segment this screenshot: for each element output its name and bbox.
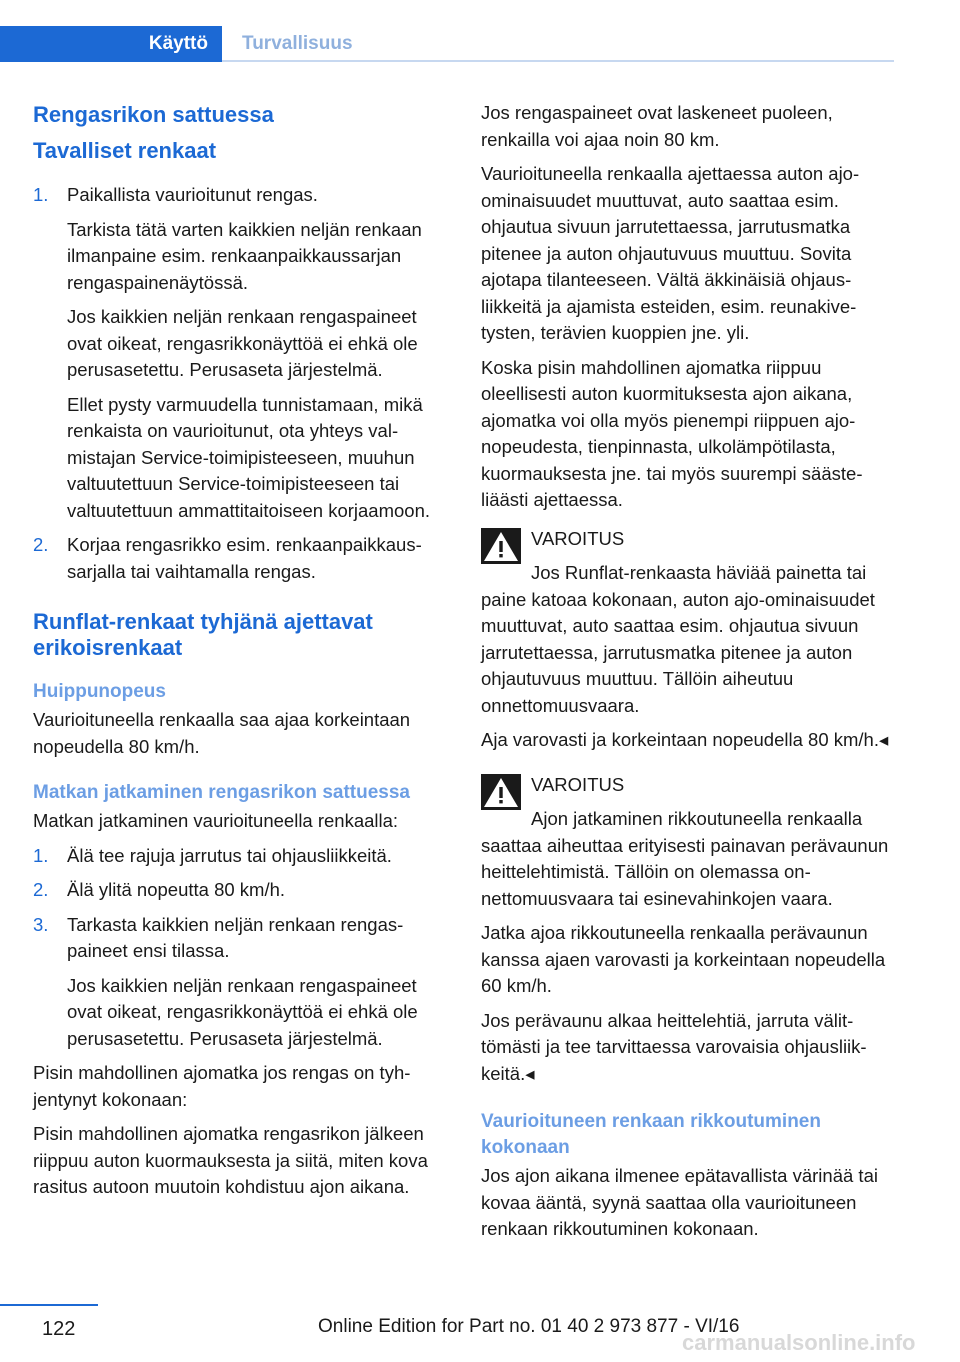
step-number: 1. xyxy=(33,184,49,205)
page-number: 122 xyxy=(42,1318,76,1340)
list-item xyxy=(33,877,448,904)
total-failure-text: Jos ajon aikana ilmenee epätavallista värinää tai kovaa ääntä, syynä saattaa olla vaurioituneen renkaan rikkoutuminen kokonaan. xyxy=(481,1165,878,1239)
paragraph-handling: Vaurioituneella renkaalla ajettaessa auton ajoominaisuudet muuttuvat, auto saattaa esim. ohjautua sivuun jarrutettaessa, jarrutusmatka pitenee ja auton ohjautuvuus muuttuu. Sovita ajotapa tilanteeseen. Vältä äkkinäisiä ohjausliikkeitä ja ajamista esteiden, esim. reunakivetysten, terävien kuoppien jne. yli. xyxy=(481,163,860,343)
tab-turvallisuus: Turvallisuus xyxy=(242,33,353,54)
list-item xyxy=(33,843,448,870)
step-text: Tarkasta kaikkien neljän renkaan rengaspaineet ensi tilassa. xyxy=(67,913,404,961)
step-number: 2. xyxy=(33,534,49,555)
step-text: Korjaa rengasrikko esim. renkaanpaikkaussarjalla tai vaihtamalla rengas. xyxy=(67,534,422,582)
warning-triangle-icon xyxy=(481,528,521,564)
normal-tire-steps xyxy=(33,182,448,585)
step-number: 2. xyxy=(33,879,49,900)
list-item xyxy=(33,182,448,524)
warning-action-2: Jos perävaunu alkaa heittelehtiä, jarruta välittömästi ja tee tarvittaessa varovaisia ohjausliikkeitä.◂ xyxy=(481,1009,867,1084)
warning-title: VAROITUS xyxy=(531,527,625,549)
warning-body: saattaa aiheuttaa erityisesti painavan perävaunun heittelehtimistä. Tällöin on olemassa onnettomuusvaara tai esinevahinkojen vaara. xyxy=(481,834,889,909)
list-item xyxy=(33,912,448,1053)
step-text: Älä tee rajuja jarrutus tai ohjausliikkeitä. xyxy=(67,844,392,866)
warning-action: Aja varovasti ja korkeintaan nopeudella 80 km/h.◂ xyxy=(481,729,889,750)
step-text: Jos kaikkien neljän renkaan rengaspaineet ovat oikeat, rengasrikkonäyttöä ei ehkä ole perusasetettu. Perusaseta järjestelmä. xyxy=(67,306,418,380)
range-paragraph-2: Pisin mahdollinen ajomatka rengasrikon jälkeen riippuu auton kuormauksesta ja siitä, miten kova rasitus autoon muutoin kohdistuu ajon aikana. xyxy=(33,1123,428,1197)
warning-action-1: Jatka ajoa rikkoutuneella renkaalla perävaunun kanssa ajaen varovasti ja korkeintaan nopeudella 60 km/h. xyxy=(481,922,886,996)
step-text: Paikallista vaurioitunut rengas. xyxy=(67,184,318,205)
left-column xyxy=(33,100,448,1209)
watermark-logo: carmanualsonline.info xyxy=(682,1330,916,1355)
list-item xyxy=(33,532,448,585)
warning-box-runflat xyxy=(481,526,894,754)
step-text: Ellet pysty varmuudella tunnistamaan, mikä renkaista on vaurioitunut, ota yhteys valmistajan Service-toimipisteeseen, muuhun valtuutettuun Service-toimipisteeseen tai valtuutettuun ammattitaitoiseen korjaamoon. xyxy=(67,393,431,521)
warning-triangle-icon xyxy=(481,774,521,810)
paragraph-range: Koska pisin mahdollinen ajomatka riippuu oleellisesti auton kuormituksesta ajon aikana, ajomatka voi olla myös pienempi riippuen ajonopeudesta, tienpinnasta, ulkolämpötilasta, kuormauksesta jne. tai myös suurempi säästeliäästi ajettaessa. xyxy=(481,356,863,510)
top-speed-text: Vaurioituneella renkaalla saa ajaa korkeintaan nopeudella 80 km/h. xyxy=(33,709,411,757)
range-paragraph-1: Pisin mahdollinen ajomatka jos rengas on tyhjentynyt kokonaan: xyxy=(33,1062,411,1110)
step-number: 3. xyxy=(33,913,49,935)
subheading-top-speed: Huippunopeus xyxy=(33,681,166,702)
warning-title: VAROITUS xyxy=(531,773,625,795)
section-title: Rengasrikon sattuessa xyxy=(33,102,274,127)
paragraph-half-pressure: Jos rengaspaineet ovat laskeneet puoleen, renkailla voi ajaa noin 80 km. xyxy=(481,102,833,150)
subheading-runflat: Runflat-renkaat tyhjänä ajettavat erikoisrenkaat xyxy=(33,609,373,660)
continue-intro: Matkan jatkaminen vaurioituneella renkaalla: xyxy=(33,810,399,831)
warning-body: paine katoaa kokonaan, auton ajo-ominaisuudet muuttuvat, auto saattaa esim. ohjautua sivuun jarrutettaessa, jarrutusmatka pitenee ja auton ohjautuvuus muuttuu. Tällöin aiheutuu onnettomuusvaara. xyxy=(481,588,875,716)
tab-kaytto: Käyttö xyxy=(0,26,222,62)
warning-first-line: Jos Runflat-renkaasta häviää painetta tai xyxy=(531,562,867,583)
continue-driving-steps xyxy=(33,843,448,1053)
subheading-total-failure: Vaurioituneen renkaan rikkoutuminen kokonaan xyxy=(481,1111,821,1158)
right-column xyxy=(481,100,894,1251)
step-text: Tarkista tätä varten kaikkien neljän renkaan ilmanpaine esim. renkaanpaikkaussarjan rengaspainenäytössä. xyxy=(67,218,422,293)
subheading-normal-tires: Tavalliset renkaat xyxy=(33,138,217,163)
footer-rule xyxy=(0,1304,98,1306)
header-tabs xyxy=(0,26,353,62)
edition-note: Online Edition for Part no. 01 40 2 973 877 - VI/16 xyxy=(318,1316,740,1337)
step-text: Jos kaikkien neljän renkaan rengaspaineet ovat oikeat, rengasrikkonäyttöä ei ehkä ole perusasetettu. Perusaseta järjestelmä. xyxy=(67,974,418,1049)
subheading-continue-driving: Matkan jatkaminen rengasrikon sattuessa xyxy=(33,782,410,803)
header-rule xyxy=(222,60,894,62)
step-text: Älä ylitä nopeutta 80 km/h. xyxy=(67,879,286,900)
warning-first-line: Ajon jatkaminen rikkoutuneella renkaalla xyxy=(531,808,863,829)
warning-box-trailer xyxy=(481,772,894,1088)
step-number: 1. xyxy=(33,844,49,866)
